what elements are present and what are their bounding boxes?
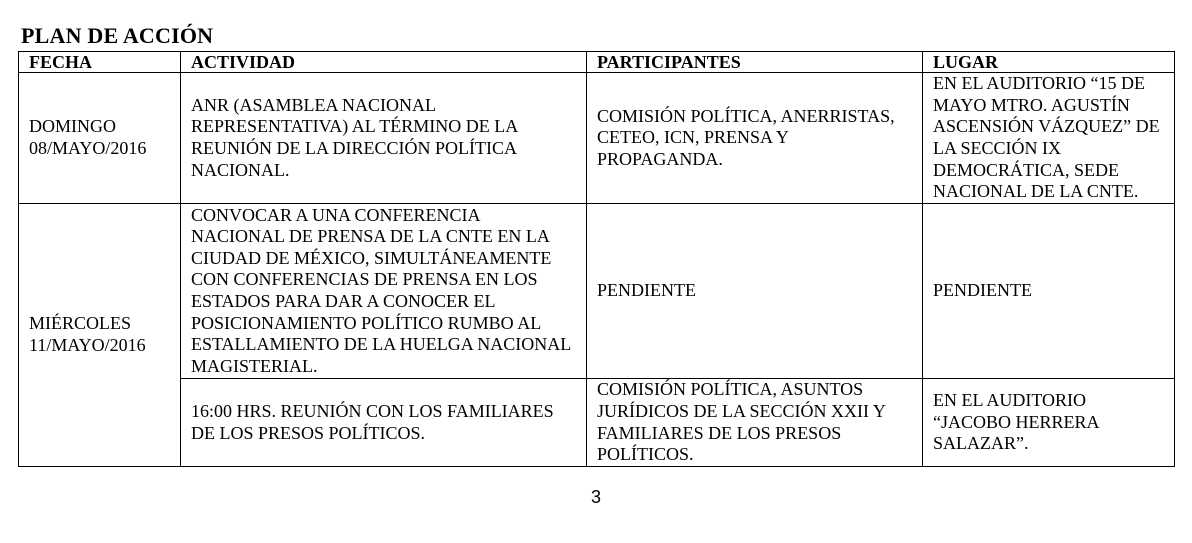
participantes-cell: COMISIÓN POLÍTICA, ASUNTOS JURÍDICOS DE LA SECCIÓN XXII Y FAMILIARES DE LOS PRESOS POLÍTICOS. [587, 379, 923, 467]
header-participantes: PARTICIPANTES [587, 52, 923, 73]
table-body [19, 73, 1175, 467]
action-plan-table [18, 51, 1175, 467]
header-lugar: LUGAR [923, 52, 1175, 73]
actividad-cell: 16:00 HRS. REUNIÓN CON LOS FAMILIARES DE LOS PRESOS POLÍTICOS. [181, 379, 587, 467]
actividad-cell: ANR (ASAMBLEA NACIONAL REPRESENTATIVA) AL TÉRMINO DE LA REUNIÓN DE LA DIRECCIÓN POLÍTICA NACIONAL. [181, 73, 587, 204]
fecha-date: 11/MAYO/2016 [29, 335, 146, 355]
actividad-cell: CONVOCAR A UNA CONFERENCIA NACIONAL DE PRENSA DE LA CNTE EN LA CIUDAD DE MÉXICO, SIMULTÁNEAMENTE CON CONFERENCIAS DE PRENSA EN LOS ESTADOS PARA DAR A CONOCER EL POSICIONAMIENTO POLÍTICO RUMBO AL ESTALLAMIENTO DE LA HUELGA NACIONAL MAGISTERIAL. [181, 204, 587, 379]
lugar-cell: EN EL AUDITORIO “JACOBO HERRERA SALAZAR”. [923, 379, 1175, 467]
fecha-day: MIÉRCOLES [29, 313, 132, 334]
header-actividad: ACTIVIDAD [181, 52, 587, 73]
table-row [19, 379, 1175, 467]
table-row [19, 204, 1175, 379]
participantes-cell: PENDIENTE [587, 204, 923, 379]
page-number: 3 [590, 487, 601, 507]
fecha-cell [19, 73, 181, 204]
lugar-cell: EN EL AUDITORIO “15 DE MAYO MTRO. AGUSTÍN ASCENSIÓN VÁZQUEZ” DE LA SECCIÓN IX DEMOCRÁTICA, SEDE NACIONAL DE LA CNTE. [923, 73, 1175, 204]
participantes-cell: COMISIÓN POLÍTICA, ANERRISTAS, CETEO, ICN, PRENSA Y PROPAGANDA. [587, 73, 923, 204]
header-fecha: FECHA [19, 52, 181, 73]
fecha-date: 08/MAYO/2016 [29, 138, 147, 158]
fecha-day: DOMINGO [29, 116, 116, 137]
document-title: PLAN DE ACCIÓN [21, 23, 214, 48]
table-row [19, 73, 1175, 204]
fecha-cell [19, 204, 181, 467]
header-row [19, 52, 1175, 73]
table-header [19, 52, 1175, 73]
lugar-cell: PENDIENTE [923, 204, 1175, 379]
